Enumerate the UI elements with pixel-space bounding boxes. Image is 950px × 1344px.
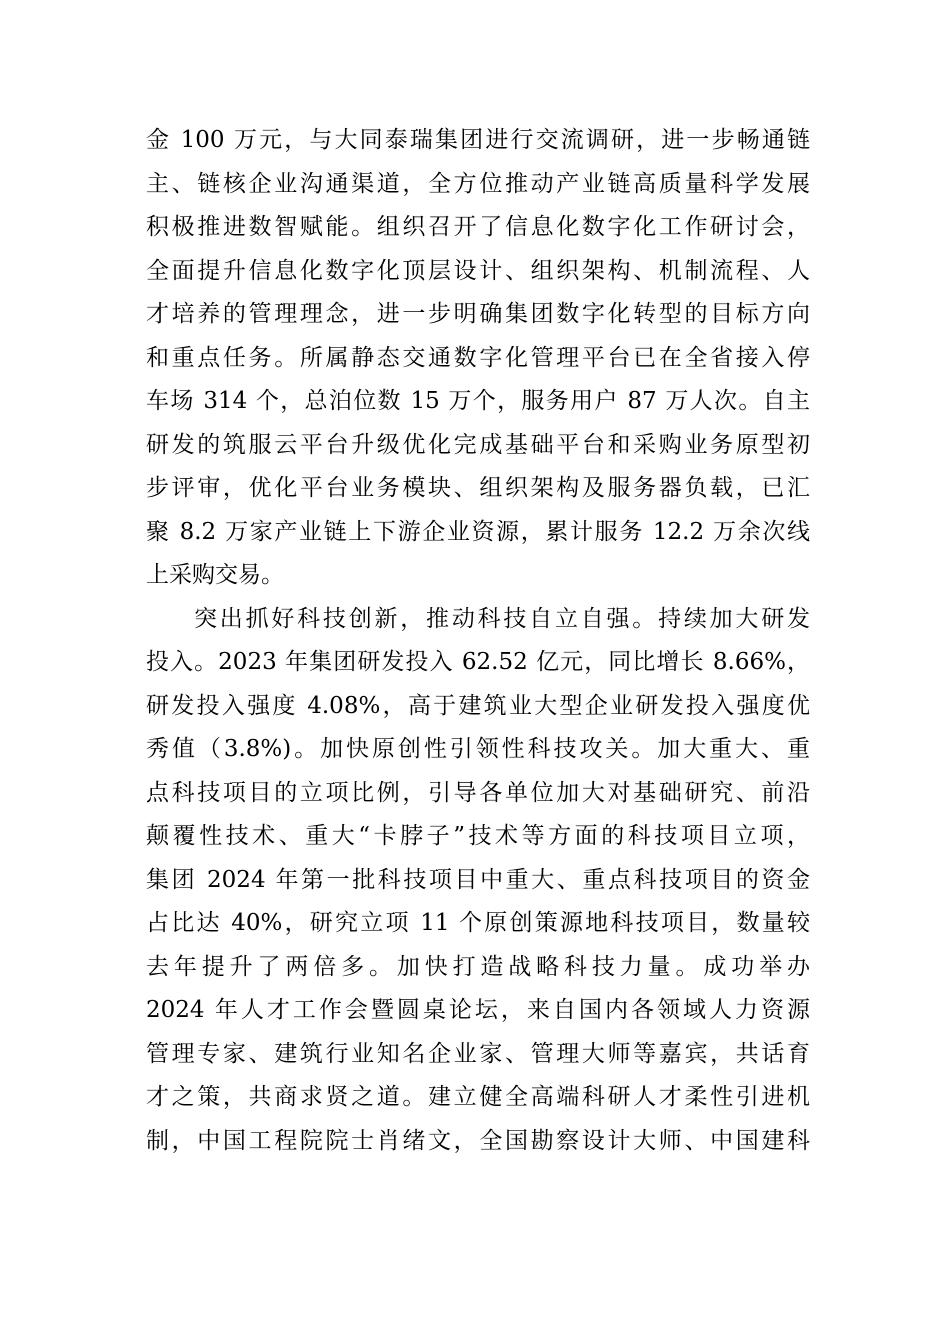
paragraph-2	[146, 598, 810, 1164]
text-line: 研发的筑服云平台升级优化完成基础平台和采购业务原型初	[146, 431, 810, 458]
text-line: 制，中国工程院院士肖绪文，全国勘察设计大师、中国建科	[146, 1127, 810, 1154]
text-line: 步评审，优化平台业务模块、组织架构及服务器负载，已汇	[146, 475, 810, 501]
text-line: 车场 314 个，总泊位数 15 万个，服务用户 87 万人次。自主	[146, 388, 810, 414]
text-line: 全面提升信息化数字化顶层设计、组织架构、机制流程、人	[146, 257, 810, 284]
text-line: 金 100 万元，与大同泰瑞集团进行交流调研，进一步畅通链	[146, 127, 810, 153]
text-line: 集团 2024 年第一批科技项目中重大、重点科技项目的资金	[146, 866, 810, 893]
text-line: 聚 8.2 万家产业链上下游企业资源，累计服务 12.2 万余次线	[146, 518, 810, 545]
text-line: 投入。2023 年集团研发投入 62.52 亿元，同比增长 8.66%，	[146, 649, 810, 675]
text-line: 才之策，共商求贤之道。建立健全高端科研人才柔性引进机	[146, 1084, 810, 1110]
text-line: 2024 年人才工作会暨圆桌论坛，来自国内各领域人力资源	[146, 997, 810, 1023]
paragraph-1	[146, 119, 810, 598]
text-line: 上采购交易。	[146, 562, 284, 588]
text-line: 突出抓好科技创新，推动科技自立自强。持续加大研发	[194, 605, 810, 632]
text-line: 占比达 40%，研究立项 11 个原创策源地科技项目，数量较	[146, 910, 810, 936]
text-line: 去年提升了两倍多。加快打造战略科技力量。成功举办	[146, 953, 810, 980]
text-line: 和重点任务。所属静态交通数字化管理平台已在全省接入停	[146, 344, 810, 371]
text-line: 积极推进数智赋能。组织召开了信息化数字化工作研讨会，	[146, 214, 810, 240]
text-line: 点科技项目的立项比例，引导各单位加大对基础研究、前沿	[146, 779, 810, 806]
text-line: 才培养的管理理念，进一步明确集团数字化转型的目标方向	[146, 301, 810, 327]
text-line: 颠覆性技术、重大“卡脖子”技术等方面的科技项目立项，	[146, 823, 810, 849]
text-line: 研发投入强度 4.08%，高于建筑业大型企业研发投入强度优	[146, 692, 810, 719]
text-line: 秀值（3.8%)。加快原创性引领性科技攻关。加大重大、重	[146, 736, 810, 762]
text-line: 主、链核企业沟通渠道，全方位推动产业链高质量科学发展	[146, 170, 810, 197]
text-line: 管理专家、建筑行业知名企业家、管理大师等嘉宾，共话育	[146, 1040, 810, 1067]
body-text	[146, 119, 810, 1163]
